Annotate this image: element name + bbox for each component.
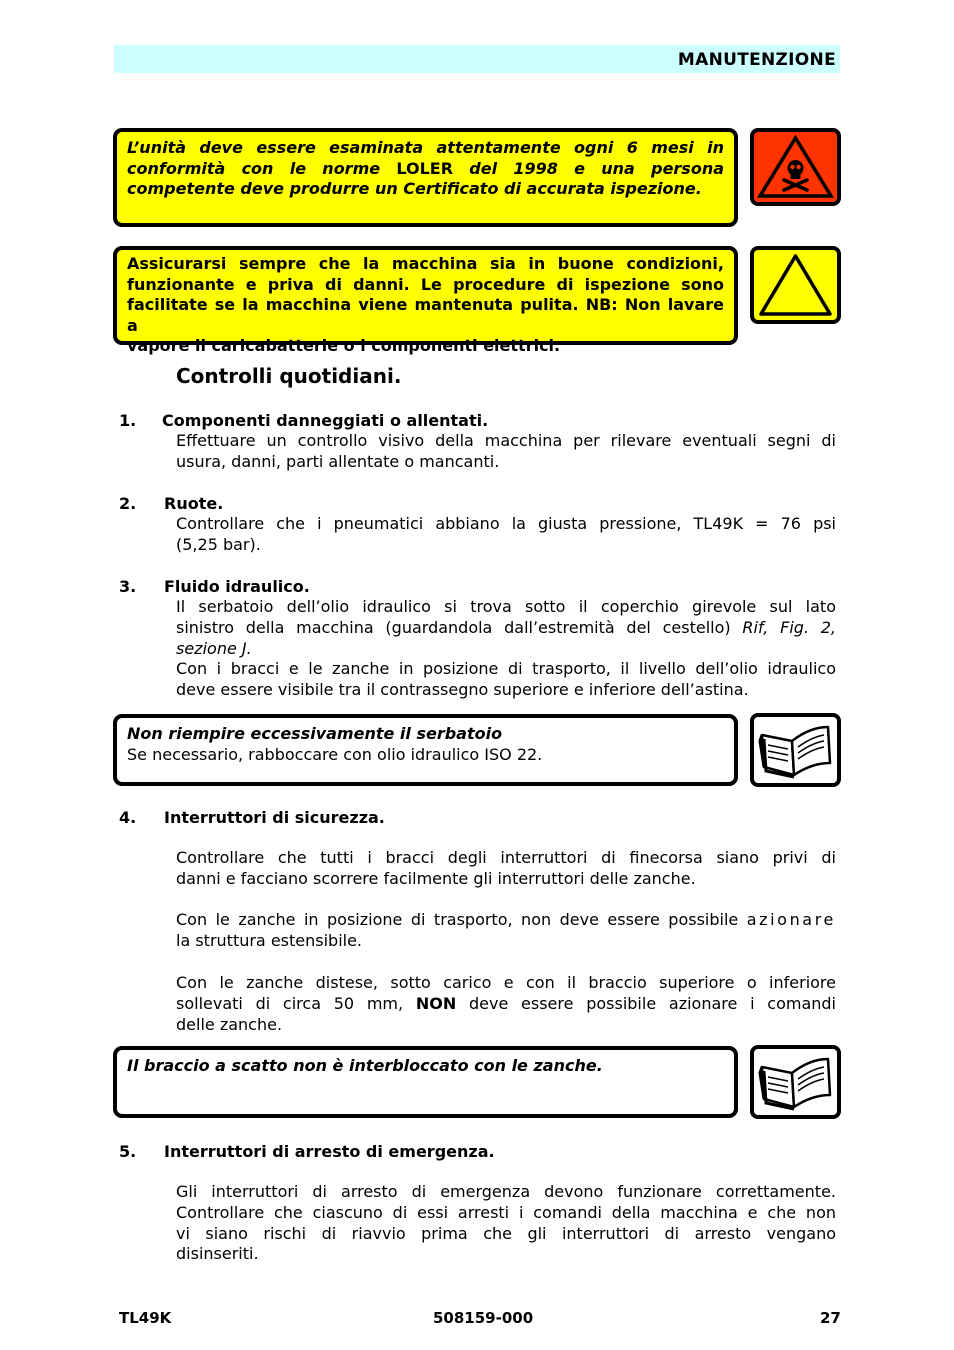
note-box-interlock [113, 1046, 738, 1118]
item-1-number: 1. [119, 411, 137, 430]
note-box-reservoir [113, 714, 738, 786]
footer-page-number: 27 [820, 1309, 841, 1327]
non-emphasis: NON [415, 993, 457, 1013]
note1-title: Non riempire eccessivamente il serbatoio [127, 724, 503, 743]
item-4-paragraph-1: Controllare che tutti i bracci degli interruttori di finecorsa siano privi di danni e facciano scorrere facilmente gli interruttori delle zanche. [176, 848, 836, 888]
warning2-line-1: Assicurarsi sempre che la macchina sia in buone condizioni, [127, 254, 724, 273]
warning2-line-4: vapore il caricabatterie o i componenti elettrici. [127, 336, 561, 355]
skull-crossbones-hazard-icon [750, 128, 841, 206]
item-3-number: 3. [119, 577, 137, 596]
header-title: MANUTENZIONE [677, 50, 836, 70]
item-4-title: Interruttori di sicurezza. [164, 808, 385, 827]
item-5-text: Gli interruttori di arresto di emergenza devono funzionare correttamente. Controllare che ciascuno di essi arresti i comandi della macchina e che non vi siano rischi di riavvio prima che gli interruttori di arresto vengano disinseriti. [176, 1182, 836, 1264]
warning2-line-2: funzionante e priva di danni. Le procedure di ispezione sono [127, 274, 724, 294]
item-3-text: Il serbatoio dell’olio idraulico si trova sotto il coperchio girevole sul lato sinistro della macchina (guardandola dall’estremità del cestello) Rif, Fig. 2, sezione J. Con i bracci e le zanche in posizione di trasporto, il livello dell’olio idraulico deve essere visibile tra il contrassegno superiore e inferiore dell’astina. [176, 597, 837, 700]
warning-box-inspection [113, 128, 738, 227]
note1-text: Se necessario, rabboccare con olio idraulico ISO 22. [127, 744, 543, 764]
warning-triangle-icon [750, 246, 841, 324]
open-book-icon [750, 713, 841, 787]
warning1-line-1: L’unità deve essere esaminata attentamente ogni 6 mesi in [127, 138, 724, 157]
item-2-number: 2. [119, 494, 137, 513]
open-book-icon [750, 1045, 841, 1119]
loler-term: LOLER [396, 158, 454, 178]
figure-reference: Rif, Fig. 2, [742, 617, 837, 637]
warning2-line-3: facilitate se la macchina viene mantenuta pulita. NB: Non lavare a [127, 295, 724, 335]
warning-box-condition [113, 246, 738, 355]
item-3-title: Fluido idraulico. [164, 577, 310, 596]
item-5-number: 5. [119, 1142, 137, 1161]
item-2-text: Controllare che i pneumatici abbiano la giusta pressione, TL49K = 76 psi (5,25 bar). [176, 514, 836, 554]
note2-title: Il braccio a scatto non è interbloccato con le zanche. [127, 1056, 603, 1075]
warning1-line-3: competente deve produrre un Certificato di accurata ispezione. [127, 179, 702, 198]
item-2-title: Ruote. [164, 494, 224, 513]
item-1-text: Effettuare un controllo visivo della macchina per rilevare eventuali segni di usura, danni, parti allentate o mancanti. [176, 431, 836, 471]
item-5-title: Interruttori di arresto di emergenza. [164, 1142, 495, 1161]
footer-code: 508159-000 [433, 1309, 534, 1327]
item-4-paragraph-3: Con le zanche distese, sotto carico e con il braccio superiore o inferiore sollevati di circa 50 mm, NON deve essere possibile azionare i comandi delle zanche. [176, 973, 837, 1034]
item-4-paragraph-2: Con le zanche in posizione di trasporto, non deve essere possibile azionare la struttura estensibile. [176, 910, 836, 950]
item-4-number: 4. [119, 808, 137, 827]
warning1-line-2: conformità con le norme LOLER del 1998 e una persona [127, 158, 725, 178]
item-1-title: Componenti danneggiati o allentati. [162, 411, 489, 430]
header-bar [114, 45, 840, 73]
section-title: Controlli quotidiani. [176, 364, 402, 388]
footer-model: TL49K [119, 1309, 172, 1327]
